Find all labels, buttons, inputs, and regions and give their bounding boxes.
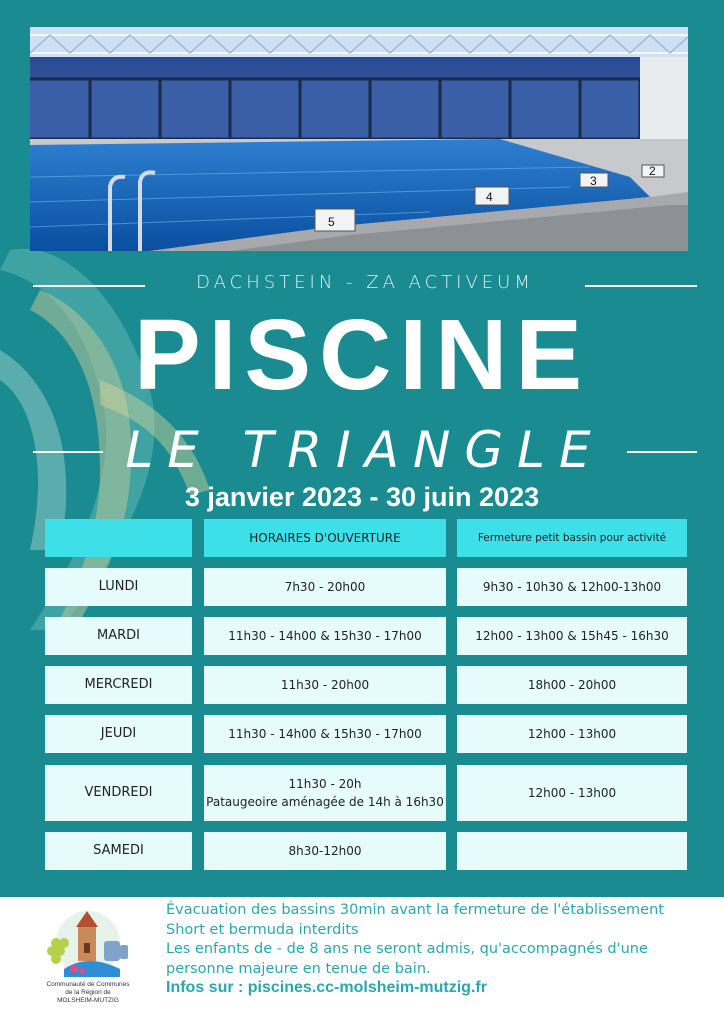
- lane-number: 2: [649, 164, 656, 178]
- subtitle: LE TRIANGLE: [125, 421, 605, 479]
- table-header-blank: [45, 519, 192, 557]
- table-day: VENDREDI: [45, 765, 192, 821]
- info-block: [166, 901, 706, 979]
- date-range: 3 janvier 2023 - 30 juin 2023: [184, 482, 540, 512]
- table-closure: 12h00 - 13h00 & 15h45 - 16h30: [457, 617, 687, 655]
- table-hours: 8h30-12h00: [204, 832, 446, 870]
- info-line: Évacuation des bassins 30min avant la fermeture de l'établissement: [166, 902, 664, 918]
- logo-caption-line: MOLSHEIM-MUTZIG: [57, 997, 119, 1004]
- logo-caption-line: Communauté de Communes: [46, 981, 130, 988]
- info-line: Les enfants de - de 8 ans ne seront admis, qu'accompagnés d'une personne majeure en tenue de bain.: [166, 941, 648, 977]
- main-title: PISCINE: [133, 299, 591, 411]
- info-website-link[interactable]: Infos sur : piscines.cc-molsheim-mutzig.fr: [166, 979, 487, 996]
- info-line: Short et bermuda interdits: [166, 921, 359, 938]
- table-hours-line: 11h30 - 20h: [288, 777, 362, 791]
- logo-caption-line: de la Région de: [65, 989, 111, 996]
- footer: [0, 897, 724, 1024]
- table-hours: 11h30 - 20h00: [204, 666, 446, 704]
- table-hours: [204, 765, 446, 821]
- table-header-closure: Fermeture petit bassin pour activité: [457, 519, 687, 557]
- lane-number: 5: [328, 215, 335, 229]
- table-closure: [457, 832, 687, 870]
- subtitle-row: [33, 420, 697, 480]
- pool-photo: [30, 27, 688, 251]
- community-logo: [34, 903, 142, 1015]
- table-day: LUNDI: [45, 568, 192, 606]
- table-day: MERCREDI: [45, 666, 192, 704]
- table-hours: 11h30 - 14h00 & 15h30 - 17h00: [204, 617, 446, 655]
- table-day: MARDI: [45, 617, 192, 655]
- table-closure: 18h00 - 20h00: [457, 666, 687, 704]
- logo-caption: [34, 981, 142, 1005]
- lane-number: 4: [486, 190, 493, 204]
- table-closure: 12h00 - 13h00: [457, 715, 687, 753]
- table-hours-note: Pataugeoire aménagée de 14h à 16h30: [206, 795, 444, 809]
- table-closure: 9h30 - 10h30 & 12h00-13h00: [457, 568, 687, 606]
- table-hours: 7h30 - 20h00: [204, 568, 446, 606]
- table-day: SAMEDI: [45, 832, 192, 870]
- table-closure: 12h00 - 13h00: [457, 765, 687, 821]
- table-header-hours: HORAIRES D'OUVERTURE: [204, 519, 446, 557]
- location-label: DACHSTEIN - ZA ACTIVEUM: [196, 272, 534, 293]
- table-day: JEUDI: [45, 715, 192, 753]
- location-row: [33, 272, 697, 298]
- lane-number: 3: [590, 174, 597, 188]
- table-hours: 11h30 - 14h00 & 15h30 - 17h00: [204, 715, 446, 753]
